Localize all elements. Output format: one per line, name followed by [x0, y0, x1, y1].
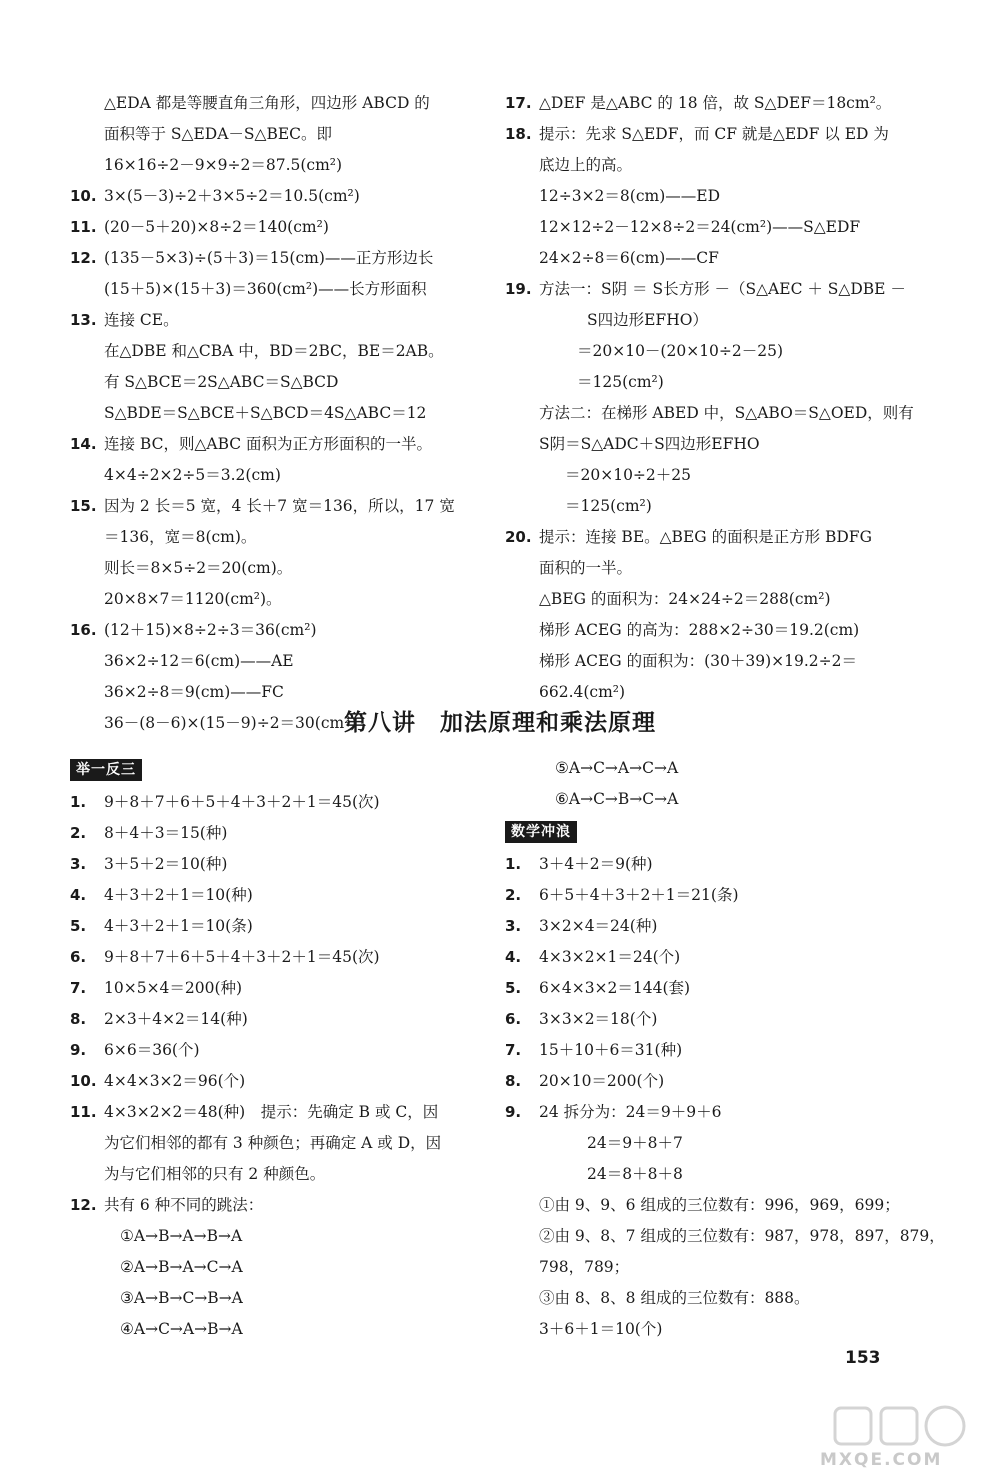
item-number: 1.	[505, 855, 522, 873]
answer-line	[505, 398, 945, 429]
item-text: 3×2×4＝24(种)	[539, 917, 658, 935]
item-text: 因为 2 长＝5 宽，4 长＋7 宽＝136，所以，17 宽	[104, 497, 455, 515]
answer-line	[505, 305, 945, 336]
section-badge-left	[70, 753, 485, 787]
answer-line	[505, 880, 945, 911]
answer-line	[70, 1252, 485, 1283]
item-text: 3＋4＋2＝9(种)	[539, 855, 653, 873]
answer-line	[505, 1035, 945, 1066]
bottom-right-continuation	[505, 753, 945, 815]
answer-line	[505, 646, 945, 677]
item-text: 24 拆分为：24＝9＋9＋6	[539, 1103, 722, 1121]
item-text: ②A→B→A→C→A	[120, 1258, 243, 1276]
item-number: 13.	[70, 311, 97, 329]
answer-line	[70, 584, 485, 615]
answer-line	[70, 880, 485, 911]
item-text: 12×12÷2－12×8÷2＝24(cm²)——S△EDF	[539, 218, 861, 236]
answer-line	[505, 584, 945, 615]
answer-line	[70, 615, 485, 646]
answer-line	[505, 1004, 945, 1035]
answer-line	[70, 1283, 485, 1314]
item-text: △DEF 是△ABC 的 18 倍，故 S△DEF＝18cm²。	[539, 94, 892, 112]
item-text: 24＝9＋8＋7	[587, 1134, 683, 1152]
answer-line	[70, 212, 485, 243]
item-number: 12.	[70, 249, 97, 267]
item-text: △BEG 的面积为：24×24÷2＝288(cm²)	[539, 590, 831, 608]
answer-line	[70, 911, 485, 942]
answer-line	[70, 1097, 485, 1128]
item-number: 11.	[70, 1103, 97, 1121]
item-number: 4.	[70, 886, 87, 904]
answer-line	[505, 522, 945, 553]
item-text: ＝125(cm²)	[565, 497, 652, 515]
item-text: 10×5×4＝200(种)	[104, 979, 243, 997]
item-text: 梯形 ACEG 的面积为：(30＋39)×19.2÷2＝	[539, 652, 857, 670]
item-number: 2.	[505, 886, 522, 904]
answer-line	[70, 119, 485, 150]
answer-line	[70, 305, 485, 336]
item-text: 8＋4＋3＝15(种)	[104, 824, 228, 842]
item-text: ③由 8、8、8 组成的三位数有：888。	[539, 1289, 810, 1307]
answer-line	[70, 1221, 485, 1252]
answer-line	[70, 88, 485, 119]
item-text: ①由 9、9、6 组成的三位数有：996，969，699；	[539, 1196, 900, 1214]
answer-line	[505, 615, 945, 646]
section-badge-right	[505, 815, 945, 849]
answer-line	[70, 1004, 485, 1035]
item-number: 5.	[70, 917, 87, 935]
item-text: 提示：先求 S△EDF，而 CF 就是△EDF 以 ED 为	[539, 125, 889, 143]
answer-line	[505, 784, 945, 815]
item-number: 6.	[70, 948, 87, 966]
answer-line	[70, 1066, 485, 1097]
item-text: ＝20×10÷2＋25	[565, 466, 692, 484]
item-text: ＝125(cm²)	[577, 373, 664, 391]
answer-line	[505, 849, 945, 880]
answer-line	[70, 429, 485, 460]
item-text: ①A→B→A→B→A	[120, 1227, 243, 1245]
item-text: 9＋8＋7＋6＋5＋4＋3＋2＋1＝45(次)	[104, 793, 380, 811]
item-text: 面积等于 S△EDA－S△BEC。即	[104, 125, 333, 143]
item-text: 共有 6 种不同的跳法：	[104, 1196, 264, 1214]
item-text: ③A→B→C→B→A	[120, 1289, 243, 1307]
answer-line	[70, 1314, 485, 1345]
item-text: (15＋5)×(15＋3)＝360(cm²)——长方形面积	[104, 280, 427, 298]
item-text: ＝20×10－(20×10÷2－25)	[577, 342, 784, 360]
answer-line	[505, 911, 945, 942]
answer-line	[505, 1190, 945, 1221]
item-text: 方法二：在梯形 ABED 中，S△ABO＝S△OED，则有	[539, 404, 914, 422]
answer-line	[505, 1252, 945, 1283]
page-number: 153	[845, 1348, 881, 1368]
item-number: 8.	[505, 1072, 522, 1090]
answer-line	[505, 1159, 945, 1190]
top-right-column	[505, 88, 945, 708]
item-text: 12÷3×2＝8(cm)——ED	[539, 187, 720, 205]
answer-line	[505, 460, 945, 491]
item-text: 9＋8＋7＋6＋5＋4＋3＋2＋1＝45(次)	[104, 948, 380, 966]
item-number: 17.	[505, 94, 532, 112]
item-number: 8.	[70, 1010, 87, 1028]
answer-line	[505, 1066, 945, 1097]
answer-line	[70, 522, 485, 553]
item-text: (12＋15)×8÷2÷3＝36(cm²)	[104, 621, 317, 639]
answer-line	[505, 88, 945, 119]
answer-line	[70, 398, 485, 429]
answer-line	[70, 1128, 485, 1159]
answer-line	[70, 818, 485, 849]
item-number: 10.	[70, 1072, 97, 1090]
answer-line	[505, 429, 945, 460]
bottom-right-list	[505, 849, 945, 1345]
item-number: 6.	[505, 1010, 522, 1028]
answer-line	[70, 646, 485, 677]
answer-line	[70, 1159, 485, 1190]
item-text: 3×(5－3)÷2＋3×5÷2＝10.5(cm²)	[104, 187, 360, 205]
item-text: 36－(8－6)×(15－9)÷2＝30(cm²)	[104, 714, 357, 732]
answer-line	[70, 849, 485, 880]
answer-line	[505, 1097, 945, 1128]
answer-line	[70, 243, 485, 274]
item-text: 6＋5＋4＋3＋2＋1＝21(条)	[539, 886, 739, 904]
answer-line	[505, 1128, 945, 1159]
item-text: 20×10＝200(个)	[539, 1072, 665, 1090]
section-badge-right-label: 数学冲浪	[505, 821, 577, 843]
answer-line	[70, 973, 485, 1004]
item-text: S△BDE＝S△BCE＋S△BCD＝4S△ABC＝12	[104, 404, 427, 422]
answer-line	[70, 367, 485, 398]
item-text: 662.4(cm²)	[539, 683, 626, 701]
answer-line	[505, 243, 945, 274]
answer-line	[505, 1314, 945, 1345]
item-text: 24＝8＋8＋8	[587, 1165, 683, 1183]
item-number: 3.	[505, 917, 522, 935]
item-number: 19.	[505, 280, 532, 298]
item-text: 连接 BC，则△ABC 面积为正方形面积的一半。	[104, 435, 433, 453]
answer-line	[505, 367, 945, 398]
item-text: 为它们相邻的都有 3 种颜色；再确定 A 或 D，因	[104, 1134, 442, 1152]
item-text: 3＋5＋2＝10(种)	[104, 855, 228, 873]
item-text: 连接 CE。	[104, 311, 179, 329]
item-text: 24×2÷8＝6(cm)——CF	[539, 249, 719, 267]
item-text: 提示：连接 BE。△BEG 的面积是正方形 BDFG	[539, 528, 872, 546]
item-number: 12.	[70, 1196, 97, 1214]
item-text: 6×6＝36(个)	[104, 1041, 200, 1059]
bottom-left-column	[70, 753, 485, 1345]
answer-line	[70, 274, 485, 305]
item-text: 4×4÷2×2÷5＝3.2(cm)	[104, 466, 281, 484]
answer-line	[505, 942, 945, 973]
item-text: 3＋6＋1＝10(个)	[539, 1320, 663, 1338]
item-text: ＝136，宽＝8(cm)。	[104, 528, 257, 546]
item-text: 则长＝8×5÷2＝20(cm)。	[104, 559, 293, 577]
answer-line	[70, 553, 485, 584]
item-text: 梯形 ACEG 的高为：288×2÷30＝19.2(cm)	[539, 621, 860, 639]
answer-line	[505, 336, 945, 367]
answer-line	[70, 1035, 485, 1066]
item-text: △EDA 都是等腰直角三角形，四边形 ABCD 的	[104, 94, 430, 112]
item-number: 20.	[505, 528, 532, 546]
item-number: 11.	[70, 218, 97, 236]
item-text: 底边上的高。	[539, 156, 633, 174]
item-text: 4×3×2×2＝48(种) 提示：先确定 B 或 C，因	[104, 1103, 439, 1121]
item-text: 方法一：S阴 ＝ S长方形 －（S△AEC ＋ S△DBE －	[539, 280, 906, 298]
item-text: S阴＝S△ADC＋S四边形EFHO	[539, 435, 760, 453]
item-number: 3.	[70, 855, 87, 873]
item-text: 4×4×3×2＝96(个)	[104, 1072, 246, 1090]
item-text: 有 S△BCE＝2S△ABC＝S△BCD	[104, 373, 339, 391]
answer-line	[505, 753, 945, 784]
answer-line	[70, 150, 485, 181]
answer-line	[70, 942, 485, 973]
item-text: 面积的一半。	[539, 559, 633, 577]
answer-line	[70, 336, 485, 367]
item-number: 2.	[70, 824, 87, 842]
item-text: ⑤A→C→A→C→A	[555, 759, 679, 777]
answer-line	[70, 460, 485, 491]
answer-line	[505, 553, 945, 584]
section-badge-left-label: 举一反三	[70, 759, 142, 781]
item-text: 20×8×7＝1120(cm²)。	[104, 590, 282, 608]
chapter-title: 第八讲 加法原理和乘法原理	[344, 710, 656, 736]
item-text: 4＋3＋2＋1＝10(条)	[104, 917, 253, 935]
item-text: ⑥A→C→B→C→A	[555, 790, 679, 808]
item-text: 2×3＋4×2＝14(种)	[104, 1010, 248, 1028]
top-left-column	[70, 88, 485, 739]
answer-line	[505, 1221, 945, 1252]
item-number: 18.	[505, 125, 532, 143]
answer-line	[505, 119, 945, 150]
item-text: ②由 9、8、7 组成的三位数有：987，978，897，879，	[539, 1227, 945, 1245]
item-number: 15.	[70, 497, 97, 515]
item-text: 4＋3＋2＋1＝10(种)	[104, 886, 253, 904]
item-number: 16.	[70, 621, 97, 639]
watermark-text: MXQE.COM	[820, 1450, 943, 1470]
item-text: (135－5×3)÷(5＋3)＝15(cm)——正方形边长	[104, 249, 434, 267]
item-number: 7.	[70, 979, 87, 997]
item-number: 9.	[70, 1041, 87, 1059]
item-text: 4×3×2×1＝24(个)	[539, 948, 681, 966]
answer-line	[505, 491, 945, 522]
answer-line	[505, 274, 945, 305]
answer-line	[505, 1283, 945, 1314]
item-text: 6×4×3×2＝144(套)	[539, 979, 691, 997]
answer-line	[505, 973, 945, 1004]
item-number: 5.	[505, 979, 522, 997]
item-text: (20－5＋20)×8÷2＝140(cm²)	[104, 218, 329, 236]
answer-line	[505, 212, 945, 243]
item-number: 7.	[505, 1041, 522, 1059]
answer-line	[70, 787, 485, 818]
answer-line	[70, 181, 485, 212]
item-text: 36×2÷12＝6(cm)——AE	[104, 652, 294, 670]
item-text: 15＋10＋6＝31(种)	[539, 1041, 683, 1059]
bottom-right-column	[505, 753, 945, 1345]
item-number: 10.	[70, 187, 97, 205]
item-text: 3×3×2＝18(个)	[539, 1010, 658, 1028]
item-text: 798，789；	[539, 1258, 630, 1276]
item-text: ④A→C→A→B→A	[120, 1320, 243, 1338]
item-text: 为与它们相邻的只有 2 种颜色。	[104, 1165, 326, 1183]
answer-line	[70, 491, 485, 522]
answer-line	[505, 150, 945, 181]
item-number: 9.	[505, 1103, 522, 1121]
item-text: 16×16÷2－9×9÷2＝87.5(cm²)	[104, 156, 343, 174]
item-number: 4.	[505, 948, 522, 966]
item-text: S四边形EFHO）	[587, 311, 708, 329]
answer-line	[505, 181, 945, 212]
item-number: 14.	[70, 435, 97, 453]
answer-line	[70, 1190, 485, 1221]
item-number: 1.	[70, 793, 87, 811]
item-text: 36×2÷8＝9(cm)——FC	[104, 683, 284, 701]
item-text: 在△DBE 和△CBA 中，BD＝2BC，BE＝2AB。	[104, 342, 444, 360]
